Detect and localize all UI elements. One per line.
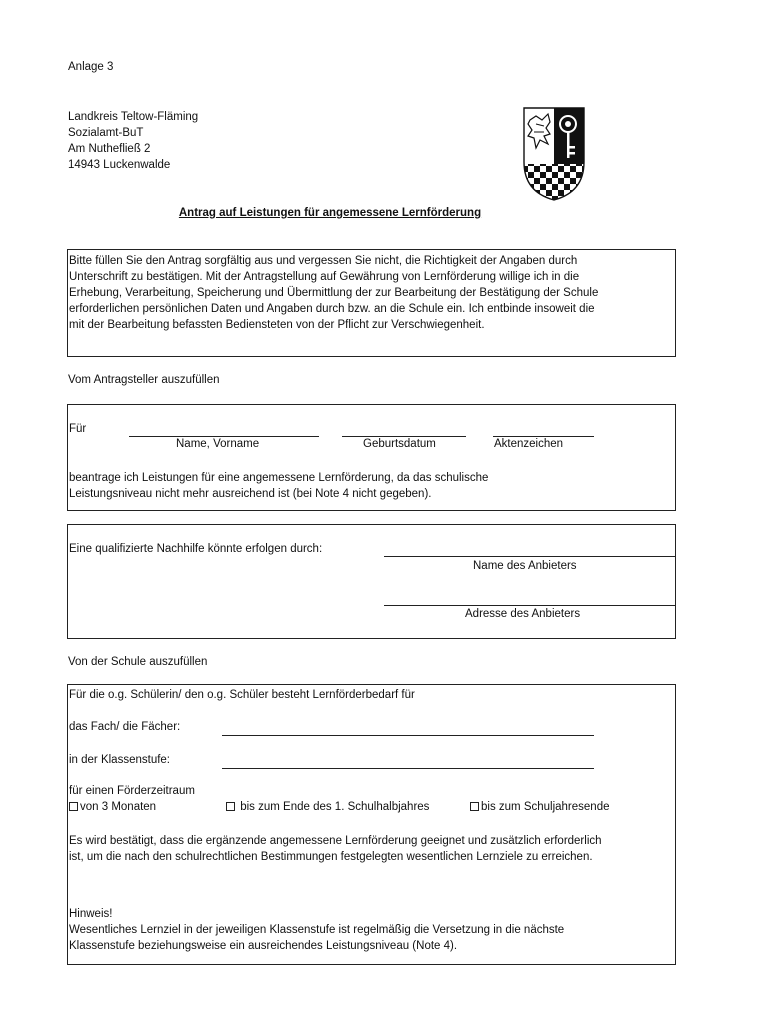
option-label: bis zum Schuljahresende [481, 801, 610, 813]
provider-name-input-line[interactable] [384, 556, 676, 557]
address-block [68, 109, 198, 173]
address-line: 14943 Luckenwalde [68, 159, 171, 171]
grade-label: in der Klassenstufe: [69, 754, 171, 766]
option-first-half-year[interactable] [226, 801, 429, 813]
period-label: für einen Förderzeitraum [69, 785, 195, 797]
checkbox-icon[interactable] [69, 802, 78, 811]
option-label: von 3 Monaten [80, 801, 157, 813]
note-heading: Hinweis! [69, 908, 113, 920]
applicant-heading: Vom Antragsteller auszufüllen [68, 374, 220, 386]
birthdate-label: Geburtsdatum [363, 438, 436, 450]
address-line: Landkreis Teltow-Fläming [68, 111, 199, 123]
option-label: bis zum Ende des 1. Schulhalbjahres [240, 801, 430, 813]
name-label: Name, Vorname [176, 438, 260, 450]
statement-line: beantrage ich Leistungen für eine angemessene Lernförderung, da das schulische [69, 472, 489, 484]
confirmation-line: Es wird bestätigt, dass die ergänzende angemessene Lernförderung geeignet und zusätzlich erforderlich [69, 835, 602, 847]
birthdate-input-line[interactable] [342, 436, 466, 437]
address-line: Sozialamt-BuT [68, 127, 144, 139]
school-heading: Von der Schule auszufüllen [68, 656, 208, 668]
grade-input-line[interactable] [222, 768, 594, 769]
note-line: Klassenstufe beziehungsweise ein ausreichendes Leistungsniveau (Note 4). [69, 940, 458, 952]
subjects-label: das Fach/ die Fächer: [69, 721, 181, 733]
coat-of-arms-icon [522, 106, 586, 202]
tutoring-box [67, 524, 676, 639]
option-3-months[interactable] [69, 801, 156, 813]
intro-text [69, 253, 598, 333]
note-line: Wesentliches Lernziel in der jeweiligen Klassenstufe ist regelmäßig die Versetzung in die nächste [69, 924, 565, 936]
page-title: Antrag auf Leistungen für angemessene Lernförderung [178, 207, 482, 219]
address-line: Am Nuthefließ 2 [68, 143, 151, 155]
checkbox-icon[interactable] [470, 802, 479, 811]
applicant-statement [69, 470, 488, 502]
confirmation-line: ist, um die nach den schulrechtlichen Bestimmungen festgelegten wesentlichen Lernziele zu erreichen. [69, 851, 593, 863]
file-number-label: Aktenzeichen [494, 438, 564, 450]
provider-address-label: Adresse des Anbieters [465, 608, 581, 620]
statement-line: Leistungsniveau nicht mehr ausreichend ist (bei Note 4 nicht gegeben). [69, 488, 432, 500]
school-box [67, 684, 676, 965]
name-input-line[interactable] [129, 436, 319, 437]
provider-address-input-line[interactable] [384, 605, 676, 606]
provider-name-label: Name des Anbieters [473, 560, 577, 572]
annex-label: Anlage 3 [68, 61, 114, 73]
subjects-input-line[interactable] [222, 735, 594, 736]
intro-line: erforderlichen persönlichen Daten und Angaben durch bzw. an die Schule ein. Ich entbinde insoweit die [69, 303, 595, 315]
option-school-year-end[interactable] [470, 801, 610, 813]
intro-line: Unterschrift zu bestätigen. Mit der Antragstellung auf Gewährung von Lernförderung willige ich in die [69, 271, 580, 283]
need-text: Für die o.g. Schülerin/ den o.g. Schüler besteht Lernförderbedarf für [69, 689, 415, 701]
intro-line: mit der Bearbeitung befassten Bediensteten von der Pflicht zur Verschwiegenheit. [69, 319, 485, 331]
for-label: Für [69, 423, 87, 435]
checkbox-icon[interactable] [226, 802, 235, 811]
applicant-box [67, 404, 676, 511]
intro-line: Erhebung, Verarbeitung, Speicherung und Übermittlung der zur Bearbeitung der Bestätigung der Schule [69, 287, 599, 299]
note-block [69, 906, 564, 954]
file-number-input-line[interactable] [493, 436, 594, 437]
intro-box [67, 249, 676, 357]
tutoring-label: Eine qualifizierte Nachhilfe könnte erfolgen durch: [69, 543, 323, 555]
intro-line: Bitte füllen Sie den Antrag sorgfältig aus und vergessen Sie nicht, die Richtigkeit der Angaben durch [69, 255, 578, 267]
confirmation-text [69, 833, 602, 865]
